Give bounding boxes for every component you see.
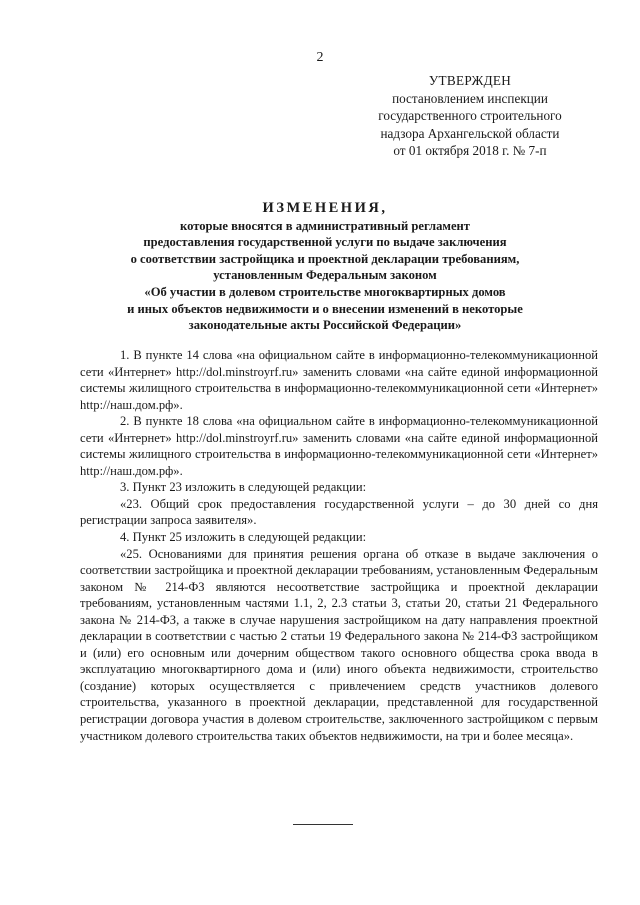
approval-heading: УТВЕРЖДЕН <box>428 73 512 88</box>
end-divider <box>293 824 353 825</box>
title-line: «Об участии в долевом строительстве многоквартирных домов <box>144 284 506 299</box>
title-line: и иных объектов недвижимости и о внесении изменений в некоторые <box>127 301 523 316</box>
paragraph-item-3: 3. Пункт 23 изложить в следующей редакции: <box>120 480 367 495</box>
paragraph-item-4: 4. Пункт 25 изложить в следующей редакции: <box>120 530 367 545</box>
paragraph-item-2: 2. В пункте 18 слова «на официальном сайте в информационно-телекоммуникационной сети «Интернет» http://dol.minstroyrf.ru» заменить словами «на сайте единой информационной системы жилищного строительства в информационно-телекоммуникационной сети «Интернет» http://наш.дом.рф». <box>80 414 598 478</box>
page-number: 2 <box>316 50 324 65</box>
approval-line: государственного строительного <box>378 108 562 123</box>
title-line: о соответствии застройщика и проектной декларации требованиям, <box>130 251 520 266</box>
title-line: законодательные акты Российской Федерации» <box>188 318 462 333</box>
title-line: которые вносятся в административный регламент <box>179 218 470 233</box>
document-body <box>80 347 598 744</box>
document-title <box>60 200 590 334</box>
approval-line: постановлением инспекции <box>392 90 548 106</box>
approval-date-line: от 01 октября 2018 г. № 7-п <box>393 143 547 158</box>
paragraph-item-1: 1. В пункте 14 слова «на официальном сайте в информационно-телекоммуникационной сети «Интернет» http://dol.minstroyrf.ru» заменить словами «на сайте единой информационной системы жилищного строительства в информационно-телекоммуникационной сети «Интернет» http://наш.дом.рф». <box>80 348 598 412</box>
paragraph-quote-25: «25. Основаниями для принятия решения органа об отказе в выдаче заключения о соответствии застройщика и проектной декларации требованиям, установленным Федеральным законом № 214-ФЗ являются несоответствие застройщика и проектной декларации требованиям, установленным частями 1.1, 2, 2.3 статьи 3, статьи 20, статьи 21 Федерального закона № 214-ФЗ, а также в случае нарушения застройщиком на дату направления проектной декларации в соответствии с частью 2 статьи 19 Федерального закона № 214-ФЗ застройщиком и (или) его основным или дочерним обществом такого основного общества срока ввода в эксплуатацию многоквартирного дома и (или) иного объекта недвижимости, строительство (создание) которых осуществляется с привлечением средств участников долевого строительства, указанного в проектной декларации, представленной для государственной регистрации договора участия в долевом строительстве, заключенного застройщиком с первым участником долевого строительства таких объектов недвижимости, на три и более месяца». <box>80 546 598 743</box>
paragraph-quote-23: «23. Общий срок предоставления государственной услуги – до 30 дней со дня регистрации запроса заявителя». <box>80 496 598 528</box>
approval-stamp <box>350 72 590 160</box>
title-line: установленным Федеральным законом <box>213 268 437 283</box>
title-line: предоставления государственной услуги по выдаче заключения <box>143 235 507 250</box>
title-main: ИЗМЕНЕНИЯ, <box>262 200 388 216</box>
approval-line: надзора Архангельской области <box>380 125 560 141</box>
